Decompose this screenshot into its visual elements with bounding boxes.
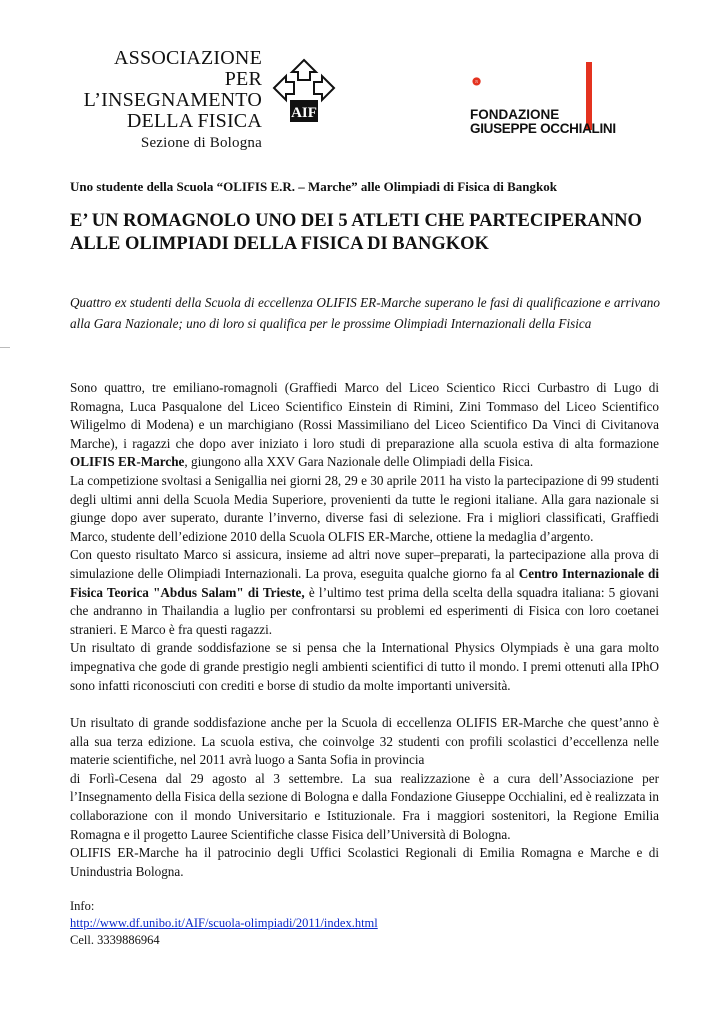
aif-section: Sezione di Bologna	[140, 135, 262, 151]
fondazione-pi-symbol: π	[475, 80, 478, 86]
info-link[interactable]: http://www.df.unibo.it/AIF/scuola-olimpiadi/2011/index.html	[70, 916, 378, 930]
aif-line-2: PER L’INSEGNAMENTO	[83, 68, 262, 111]
paragraph-4: Un risultato di grande soddisfazione se si pensa che la International Physics Olympiads è una gara molto impegnativa che gode di grande prestigio negli ambienti scientifici di tutto il mondo. I premi ottenuti alla IPhO sono infatti riconosciuti con crediti e borse di studio da molte importanti università.	[70, 640, 659, 693]
article-body	[70, 379, 659, 881]
paragraph-5-line-1: Un risultato di grande soddisfazione anche per la Scuola di eccellenza OLIFIS ER-Marche che quest’anno è alla sua terza edizione. La scuola estiva, che coinvolge 32 studenti con profili scolastici d’eccellenza nelle materie scientifiche, nel 2011 avrà luogo a Santa Sofia in provincia	[70, 715, 659, 768]
article-headline: E’ UN ROMAGNOLO UNO DEI 5 ATLETI CHE PARTECIPERANNO ALLE OLIMPIADI DELLA FISICA DI BANGKOK	[70, 211, 642, 254]
article-subtitle: Uno studente della Scuola “OLIFIS E.R. – Marche” alle Olimpiadi di Fisica di Bangkok	[70, 179, 557, 194]
aif-logo	[272, 58, 336, 124]
paragraph-1-text-b: , giungono alla XXV Gara Nazionale delle Olimpiadi della Fisica.	[184, 454, 534, 470]
aif-line-3: DELLA FISICA	[126, 110, 262, 132]
info-label: Info:	[70, 899, 95, 913]
paragraph-1	[70, 379, 659, 472]
fondazione-line-2: GIUSEPPE OCCHIALINI	[470, 121, 616, 136]
info-cell: Cell. 3339886964	[70, 933, 160, 947]
info-line	[70, 898, 378, 932]
info-block	[70, 898, 378, 949]
aif-association-name	[60, 48, 262, 154]
paragraph-2: La competizione svoltasi a Senigallia nei giorni 28, 29 e 30 aprile 2011 ha visto la partecipazione di 99 studenti degli ultimi anni della Scuola Media Superiore, provenienti da tutte le regioni italiane. Alla gara nazionale si giunge dopo aver superato, durante l’inverno, diverse fasi di selezione. Fra i migliori classificati, Graffiedi Marco, studente dell’edizione 2010 della Scuola OLFIS ER-Marche, ottiene la medaglia d’argento.	[70, 472, 659, 544]
aif-logo-text: AIF	[291, 105, 317, 121]
aif-line-1: ASSOCIAZIONE	[114, 47, 262, 69]
fondazione-name	[470, 108, 616, 136]
fondazione-line-1: FONDAZIONE	[470, 107, 560, 122]
paragraph-1-bold: OLIFIS ER-Marche	[70, 454, 185, 470]
paragraph-3-bold: Centro Internazionale di Fisica Teorica "Abdus Salam" di Trieste,	[70, 565, 659, 600]
paragraph-3-text-a: Con questo risultato Marco si assicura, insieme ad altri nove super–preparati, la partecipazione alla prova di simulazione delle Olimpiadi Internazionali. La prova, eseguita qualche giorno fa al	[70, 547, 659, 581]
fondazione-logo-pi-icon	[472, 66, 512, 106]
article-abstract: Quattro ex studenti della Scuola di eccellenza OLIFIS ER-Marche superano le fasi di qualificazione e arrivano alla Gara Nazionale; uno di loro si qualifica per le prossime Olimpiadi Internazionali della Fisica	[70, 295, 660, 331]
paragraph-3-text-b: è l’ultimo test prima della scelta della squadra italiana: 5 giovani che andranno in Thailandia a luglio per confrontarsi su problemi ed esperimenti di Fisica con loro coetanei stranieri. E Marco è fra questi ragazzi.	[70, 584, 659, 637]
paragraph-1-text-a: Sono quattro, tre emiliano-romagnoli (Graffiedi Marco del Liceo Scientico Ricci Curbastro di Lugo di Romagna, Luca Pasqualone del Liceo Scientifico Einstein di Rimini, Zini Tommaso del Liceo Scientifico Wiligelmo di Modena) e un marchigiano (Rossi Massimiliano del Liceo Scientifico Da Vinci di Civitanova Marche), i ragazzi che dopo aver iniziato i loro studi di preparazione alla scuola estiva di alta formazione	[70, 380, 659, 451]
paragraph-3	[70, 546, 659, 639]
paragraph-6: OLIFIS ER-Marche ha il patrocinio degli Uffici Scolastici Regionali di Emilia Romagna e Marche e di Unindustria Bologna.	[70, 845, 659, 879]
margin-mark	[0, 347, 10, 348]
paragraph-5-line-2: di Forlì-Cesena dal 29 agosto al 3 settembre. La sua realizzazione è a cura dell’Associazione per l’Insegnamento della Fisica della sezione di Bologna e dalla Fondazione Giuseppe Occhialini, ed è realizzata in collaborazione con il mondo Universitario e Istituzionale. Fra i maggiori sostenitori, la Regione Emilia Romagna e il progetto Lauree Scientifiche classe Fisica dell’Università di Bologna.	[70, 770, 659, 842]
